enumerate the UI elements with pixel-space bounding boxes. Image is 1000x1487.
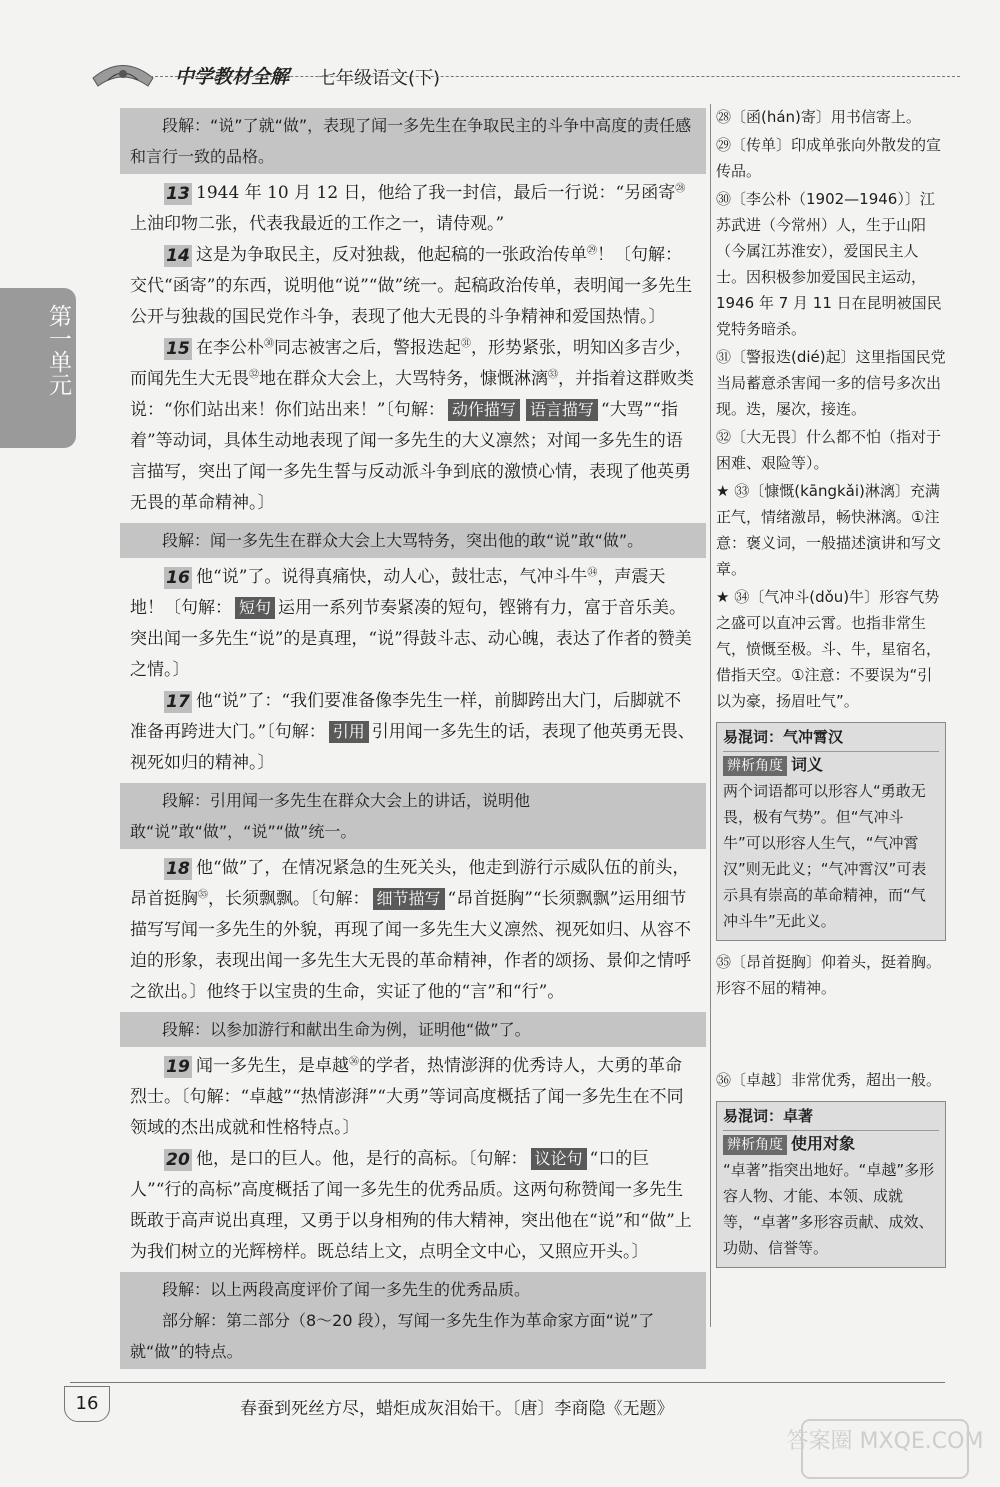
- note-ref: ㊱: [349, 1056, 359, 1068]
- note-31: ㉛〔警报迭(dié)起〕这里指国民党当局蓄意杀害闻一多的信号多次出现。迭，屡次，接连。: [716, 348, 946, 418]
- note-ref: ㉙: [587, 245, 597, 257]
- box-label: 辨析角度: [723, 1135, 787, 1155]
- note-34: ★ ㉞〔气冲斗(dǒu)牛〕形容气势之盛可以直冲云霄。也指非常生气，愤慨至极。斗、牛，星宿名，借指天空。①注意：不要误为“引以为豪，扬眉吐气”。: [716, 588, 942, 710]
- spacer: [716, 1003, 946, 1067]
- note-ref: ㉚: [264, 338, 274, 350]
- box-heading: 使用对象: [791, 1134, 856, 1153]
- header-title: 中学教材全解: [175, 66, 290, 88]
- section-analysis: [120, 1272, 706, 1369]
- paragraph-analysis: 段解：闻一多先生在群众大会上大骂特务，突出他的敢“说”敢“做”。: [120, 523, 706, 558]
- box-body: “卓著”指突出地好。“卓越”多形容人物、才能、本领、成就等，“卓著”多形容贡献、成效、功勋、信誉等。: [723, 1161, 935, 1257]
- paragraph-17: 17 他“说”了：“我们要准备像李先生一样，前脚跨出大门，后脚就不准备再跨进大门。”〔句解： 引用 引用闻一多先生的话，表现了他英勇无畏、视死如归的精神。〕: [130, 691, 695, 773]
- confusable-word-box: [716, 722, 946, 941]
- column-divider: [710, 104, 711, 1327]
- paragraph-analysis: 段解：以参加游行和献出生命为例，证明他“做”了。: [120, 1012, 706, 1047]
- paragraph-number: 15: [164, 338, 192, 360]
- note-32: ㉜〔大无畏〕什么都不怕（指对于困难、艰险等）。: [716, 428, 942, 472]
- box-title: 易混词：气冲霄汉: [723, 723, 939, 752]
- technique-tag: 引用: [329, 721, 369, 743]
- part-analysis: 部分解：第二部分（8～20 段），写闻一多先生作为革命家方面“说”了就“做”的特点。: [130, 1311, 655, 1361]
- technique-tag: 动作描写: [448, 399, 520, 421]
- note-ref: ㉞: [587, 567, 598, 579]
- note-ref: ㉝: [548, 369, 558, 381]
- paragraph-number: 14: [164, 245, 192, 267]
- note-29: ㉙〔传单〕印成单张向外散发的宣传品。: [716, 136, 942, 180]
- book-logo-icon: [88, 48, 158, 92]
- header-subtitle: 七年级语文(下): [318, 68, 441, 89]
- paragraph-analysis: 段解：以上两段高度评价了闻一多先生的优秀品质。: [162, 1280, 531, 1299]
- note-35: ㉟〔昂首挺胸〕仰着头，挺着胸。形容不屈的精神。: [716, 953, 942, 997]
- note-ref: ㉟: [198, 889, 208, 901]
- paragraph-15: 15 在李公朴$^㉚$同志被害之后，警报迭起$^㉛$，形势紧张，明知凶多吉少，而闻先生大无畏$^㉜$地在群众大会上，大骂特务，慷慨淋漓$^㉝$，并指着这群败类说：“你们站出来！你们站出来！”〔句解： 动作描写 语言描写 “大骂”“指着”等动词，具体生动地表现了闻一多先生的大义凛然；对闻一多先生的语言描写，突出了闻一多先生誓与反动派斗争到底的激愤心情，表现了他英勇无畏的革命精神。〕: [130, 338, 694, 513]
- technique-tag: 语言描写: [526, 399, 598, 421]
- technique-tag: 细节描写: [373, 888, 445, 910]
- watermark-logo-icon: [786, 1418, 984, 1480]
- paragraph-analysis: 段解：引用闻一多先生在群众大会上的讲话，说明他敢“说”敢“做”，“说”“做”统一。: [120, 783, 706, 849]
- paragraph-14: 14 这是为争取民主，反对独裁，他起稿的一张政治传单$^㉙$！〔句解：交代“函寄”的东西，说明他“说”“做”统一。起稿政治传单，表明闻一多先生公开与独裁的国民党作斗争，表现了他大无畏的斗争精神和爱国热情。〕: [130, 245, 693, 327]
- note-36: ㊱〔卓越〕非常优秀，超出一般。: [716, 1071, 942, 1089]
- technique-tag: 短句: [235, 597, 275, 619]
- main-text: [120, 104, 706, 1361]
- footer-quote: 春蚕到死丝方尽，蜡炬成灰泪始干。〔唐〕李商隐《无题》: [240, 1399, 674, 1419]
- footer-divider: [70, 1382, 945, 1383]
- paragraph-19: 19 闻一多先生，是卓越$^㊱$的学者，热情澎湃的优秀诗人，大勇的革命烈士。〔句解：“卓越”“热情澎湃”“大勇”等词高度概括了闻一多先生在不同领域的杰出成就和性格特点。〕: [130, 1056, 684, 1138]
- note-33: ★ ㉝〔慷慨(kāngkǎi)淋漓〕充满正气，情绪激昂，畅快淋漓。①注意：褒义词，一般描述演讲和写文章。: [716, 482, 942, 578]
- confusable-word-box: [716, 1101, 946, 1268]
- note-ref: ㉘: [675, 183, 686, 195]
- paragraph-18: 18 他“做”了，在情况紧急的生死关头，他走到游行示威队伍的前头，昂首挺胸$^㉟$，长须飘飘。〔句解： 细节描写 “昂首挺胸”“长须飘飘”运用细节描写写闻一多先生的外貌，再现了闻一多先生大义凛然、视死如归、从容不迫的形象，表现出闻一多先生大无畏的革命精神，作者的颂扬、景仰之情呼之欲出。〕他终于以宝贵的生命，实证了他的“言”和“行”。: [130, 858, 691, 1002]
- box-label: 辨析角度: [723, 756, 787, 776]
- paragraph-number: 20: [164, 1149, 192, 1171]
- paragraph-16: 16 他“说”了。说得真痛快，动人心，鼓壮志，气冲斗牛$^㉞$，声震天地！〔句解： 短句 运用一系列节奏紧凑的短句，铿锵有力，富于音乐美。突出闻一多先生“说”的是真理，“说”得鼓斗志、动心魄，表达了作者的赞美之情。〕: [130, 567, 692, 680]
- paragraph-number: 13: [164, 183, 192, 205]
- paragraph-13: 13 1944 年 10 月 12 日，他给了我一封信，最后一行说：“另函寄$^㉘$上油印物二张，代表我最近的工作之一，请侍观。”: [130, 183, 686, 234]
- page-header: [0, 0, 1000, 100]
- box-body: 两个词语都可以形容人“勇敢无畏，极有气势”。但“气冲斗牛”可以形容人生气，“气冲霄汉”则无此义；“气冲霄汉”可表示具有崇高的革命精神，而“气冲斗牛”无此义。: [723, 782, 927, 930]
- paragraph-number: 19: [164, 1056, 192, 1078]
- note-30: ㉚〔李公朴（1902—1946）〕江苏武进（今常州）人，生于山阳（今属江苏淮安），爱国民主人士。因积极参加爱国民主运动，1946 年 7 月 11 日在昆明被国民党特务暗杀。: [716, 190, 942, 338]
- paragraph-number: 18: [164, 858, 192, 880]
- paragraph-analysis: 段解：“说”了就“做”，表现了闻一多先生在争取民主的斗争中高度的责任感和言行一致的品格。: [120, 108, 706, 174]
- note-ref: ㉛: [461, 338, 471, 350]
- paragraph-number: 17: [164, 691, 192, 713]
- box-heading: 词义: [791, 755, 824, 774]
- unit-tab-label: 第一单元: [45, 304, 71, 396]
- technique-tag: 议论句: [531, 1148, 587, 1170]
- header-divider: [150, 76, 960, 77]
- paragraph-20: 20 他，是口的巨人。他，是行的高标。〔句解： 议论句 “口的巨人”“行的高标”高度概括了闻一多先生的优秀品质。这两句称赞闻一多先生既敢于高声说出真理，又勇于以身相殉的伟大精神，突出他在“说”和“做”上为我们树立的光辉榜样。既总结上文，点明全文中心，又照应开头。〕: [130, 1149, 692, 1262]
- page-number: 16: [64, 1386, 110, 1422]
- paragraph-number: 16: [164, 567, 192, 589]
- note-ref: ㉜: [249, 369, 259, 381]
- side-notes: [716, 104, 946, 1276]
- box-title: 易混词：卓著: [723, 1102, 939, 1131]
- svg-text:答案圈 MXQE.COM: 答案圈 MXQE.COM: [786, 1429, 984, 1454]
- note-28: ㉘〔函(hán)寄〕用书信寄上。: [716, 108, 921, 126]
